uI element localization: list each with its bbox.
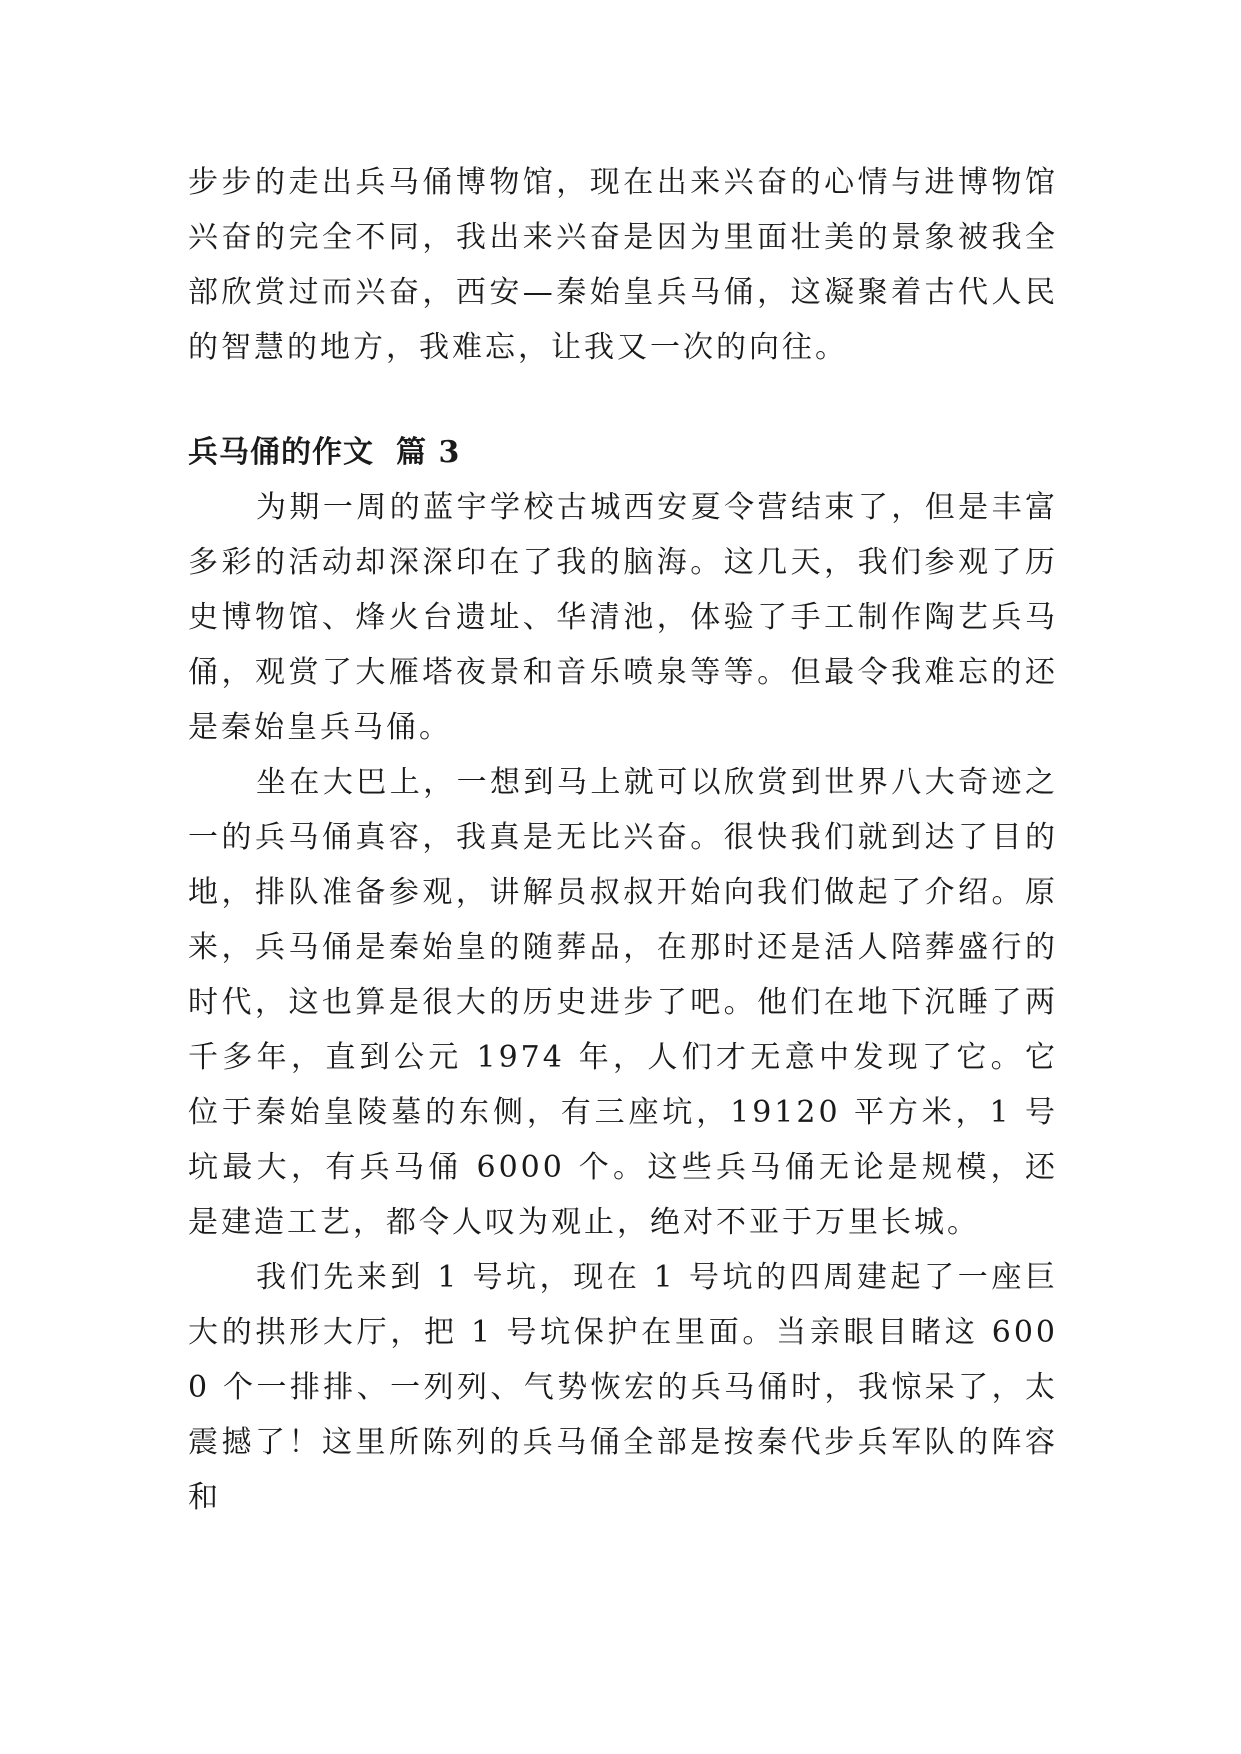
- paragraph-1: 为期一周的蓝宇学校古城西安夏令营结束了，但是丰富多彩的活动却深深印在了我的脑海。这几天，我们参观了历史博物馆、烽火台遗址、华清池，体验了手工制作陶艺兵马俑，观赏了大雁塔夜景和音乐喷泉等等。但最令我难忘的还是秦始皇兵马俑。: [188, 490, 1058, 745]
- paragraph-2: 坐在大巴上，一想到马上就可以欣赏到世界八大奇迹之一的兵马俑真容，我真是无比兴奋。很快我们就到达了目的地，排队准备参观，讲解员叔叔开始向我们做起了介绍。原来，兵马俑是秦始皇的随葬品，在那时还是活人陪葬盛行的时代，这也算是很大的历史进步了吧。他们在地下沉睡了两千多年，直到公元 1974 年，人们才无意中发现了它。它位于秦始皇陵墓的东侧，有三座坑，19120 平方米，1 号坑最大，有兵马俑 6000 个。这些兵马俑无论是规模，还是建造工艺，都令人叹为观止，绝对不亚于万里长城。: [188, 765, 1058, 1240]
- section-title: 兵马俑的作文: [188, 435, 374, 470]
- section-heading: [188, 425, 1058, 480]
- document-body: [188, 155, 1058, 1525]
- paragraph-3: 我们先来到 1 号坑，现在 1 号坑的四周建起了一座巨大的拱形大厅，把 1 号坑保护在里面。当亲眼目睹这 6000 个一排排、一列列、气势恢宏的兵马俑时，我惊呆了，太震撼了！这里所陈列的兵马俑全部是按秦代步兵军队的阵容和: [188, 1260, 1058, 1515]
- section-number: 篇 3: [396, 435, 461, 470]
- paragraph-continued: 步步的走出兵马俑博物馆，现在出来兴奋的心情与进博物馆兴奋的完全不同，我出来兴奋是因为里面壮美的景象被我全部欣赏过而兴奋，西安—秦始皇兵马俑，这凝聚着古代人民的智慧的地方，我难忘，让我又一次的向往。: [188, 165, 1058, 365]
